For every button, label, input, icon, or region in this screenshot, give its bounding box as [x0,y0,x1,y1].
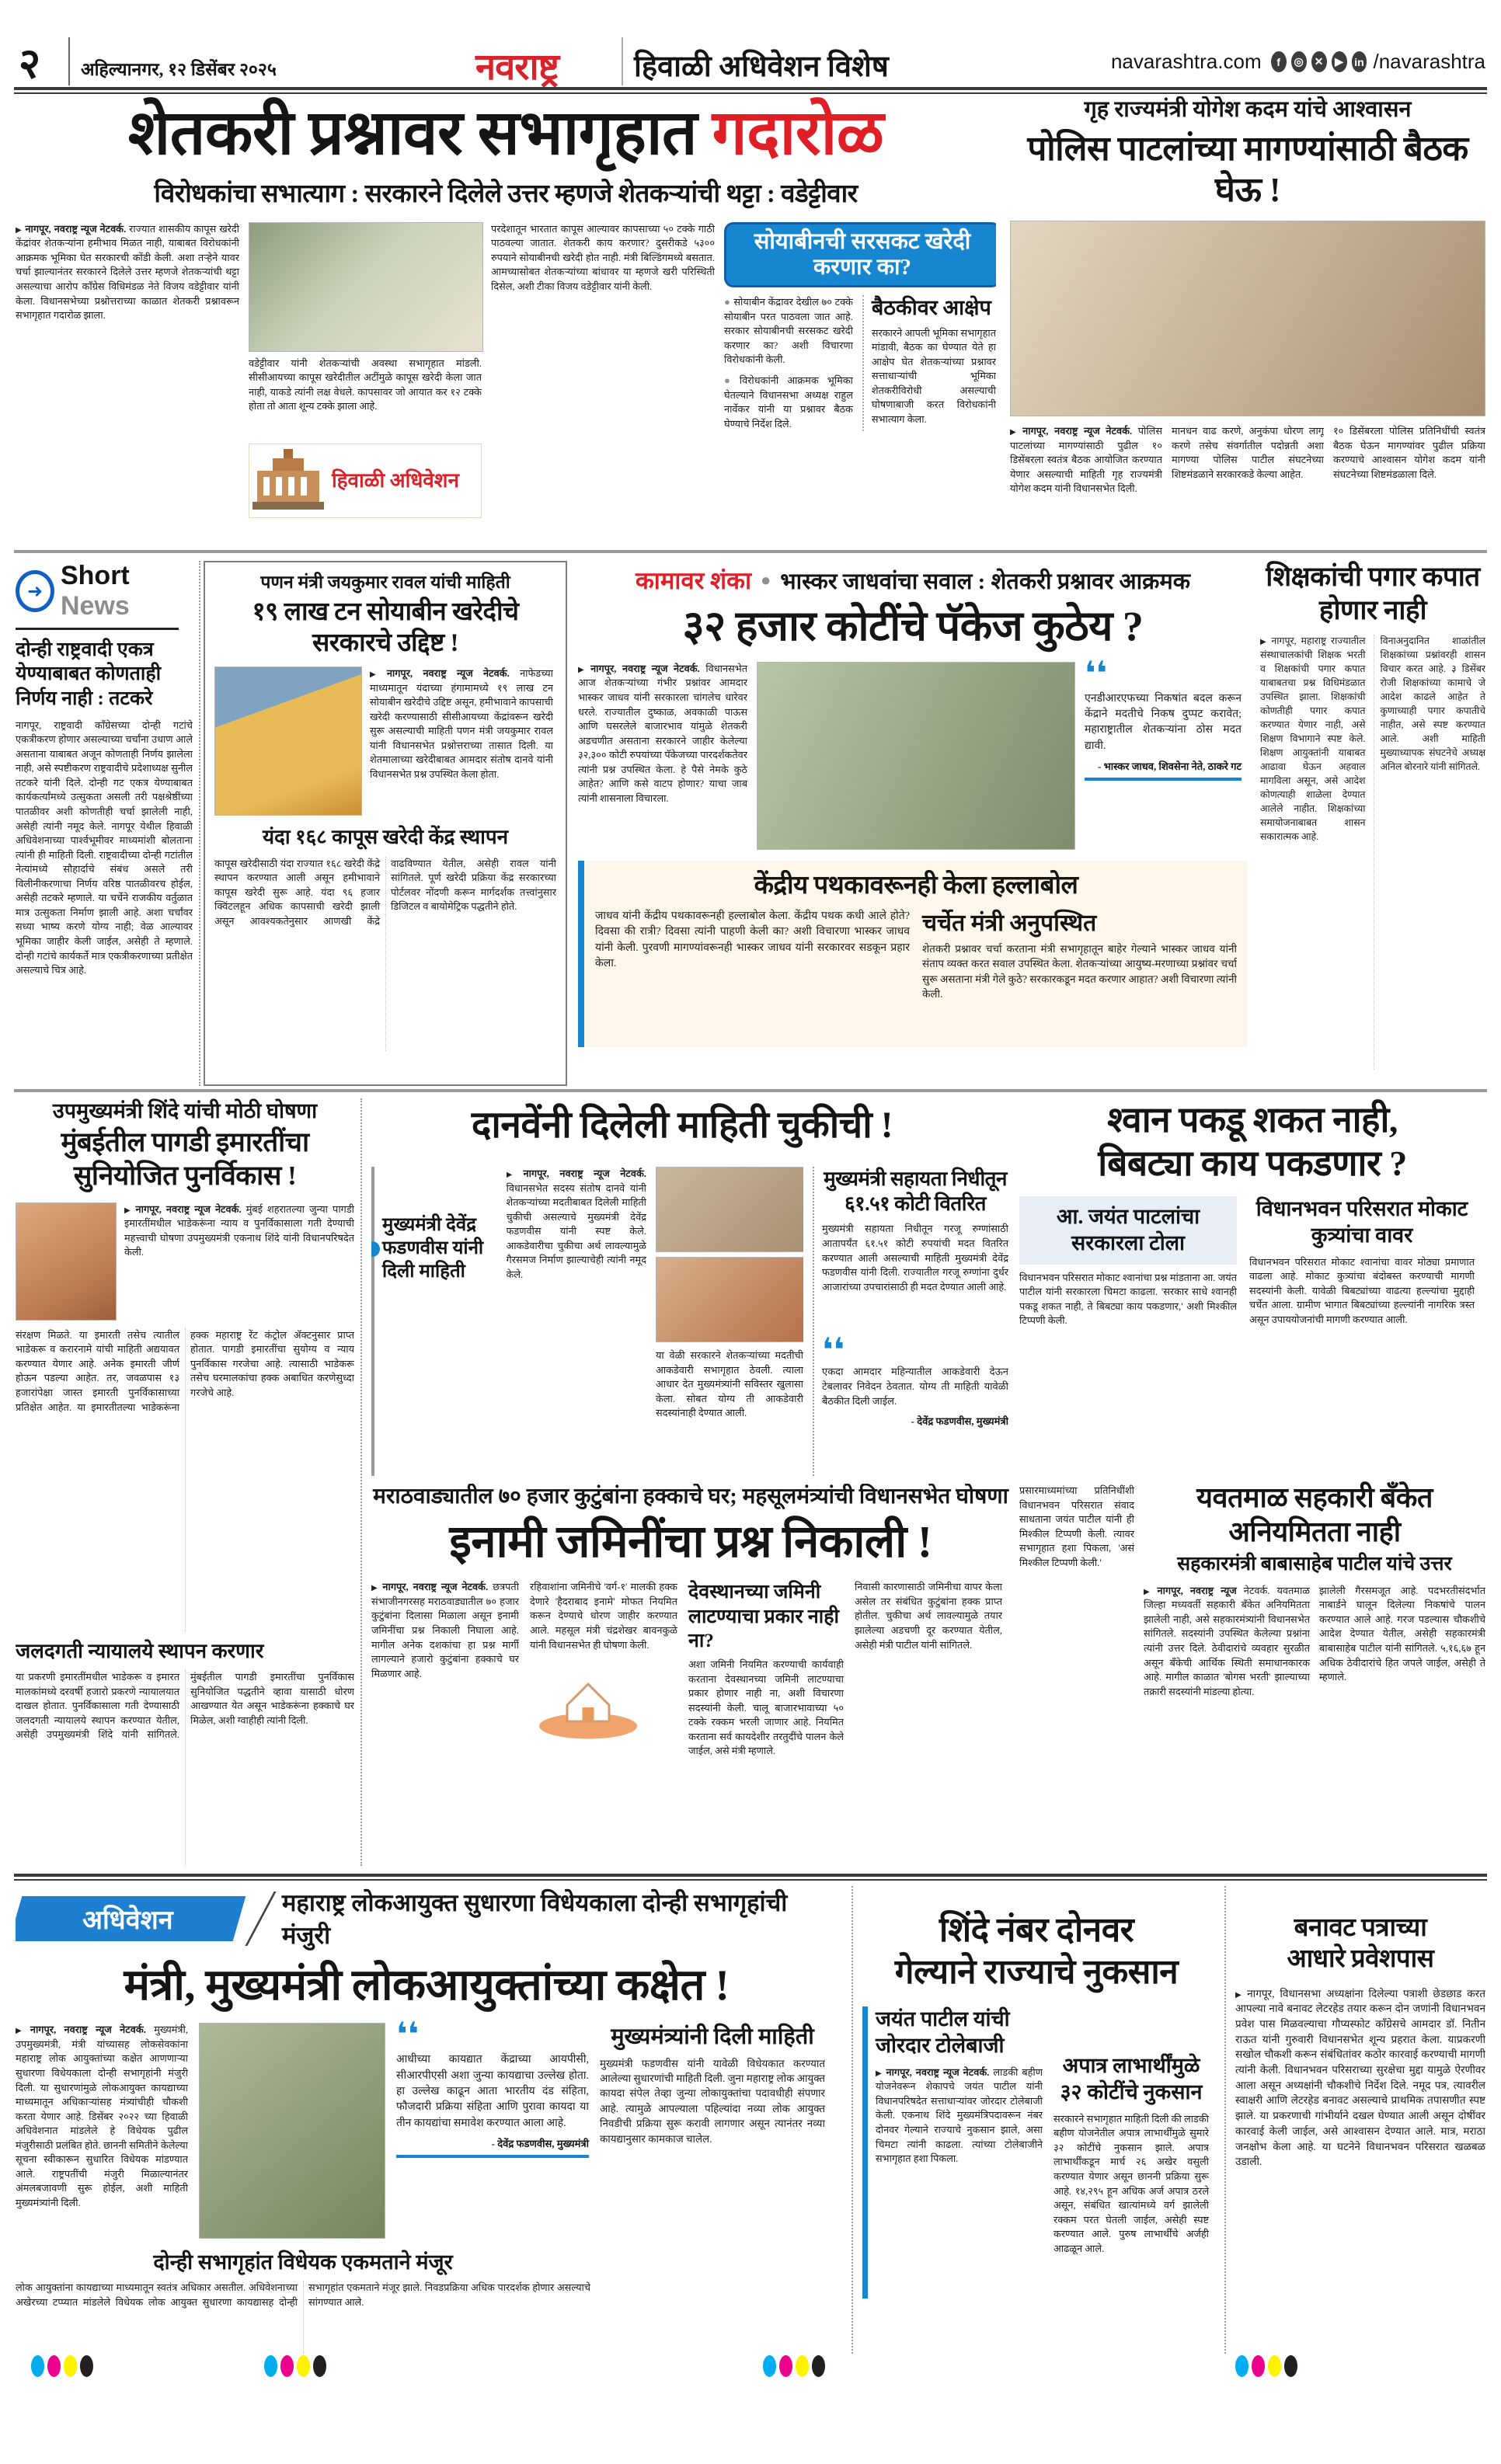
short-news-rule [16,628,179,630]
marker-dot-icon [371,1241,380,1257]
pagdi-kicker: उपमुख्यमंत्री शिंदे यांची मोठी घोषणा [52,1099,318,1122]
article-teachers [1260,561,1485,1086]
masthead-logo: नवराष्ट्र [475,47,559,88]
lokayukta-headline: मंत्री, मुख्यमंत्री लोकआयुक्तांच्या कक्षेत ! [124,1961,730,2010]
photo-farmer-field [214,666,362,816]
lokayukta-quote-attribution: - देवेंद्र फडणवीस, मुख्यमंत्री [491,2137,589,2149]
lokayukta-sub1-body: मुख्यमंत्री फडणवीस यांनी यावेळी विधेयकात करण्यात आलेल्या सुधारणांची माहिती दिली. जुना महाराष्ट्र लोक आयुक्त कायदा संपेल तेव्हा जुन्या लोकायुक्तांचा पदावधीही संपणार आहे. त्यामुळे आपल्याला पहिल्यांदा नव्या लोक आयुक्त निवडीची प्रक्रिया सुरू करावी लागणार असून त्यानंतर नव्या कायद्यानुसार कामकाज चालेल. [600,2057,825,2145]
leopard-sub2: विधानभवन परिसरात मोकाट कुत्र्यांचा वावर [1255,1197,1468,1247]
police-kicker: गृह राज्यमंत्री योगेश कदम यांचे आश्वासन [1084,97,1412,122]
page-number: २ [19,40,41,87]
article-soybean [204,561,567,1086]
quote-underline [1085,778,1242,781]
reg-black [80,2355,93,2377]
fake-headline-line2: आधारे प्रवेशपास [1287,1945,1434,1974]
lead-subhead: विरोधकांचा सभात्याग : सरकारने दिलेले उत्तर म्हणजे शेतकऱ्यांची थट्टा : वडेट्टीवार [154,179,858,208]
short-news-headline: दोन्ही राष्ट्रवादी एकत्र येण्याबाबत कोणताही निर्णय नाही : तटकरे [16,639,162,709]
lead-col2: वडेट्टीवार यांनी शेतकऱ्यांची अवस्था सभागृहात मांडली. सीसीआयच्या कापूस खरेदीतील अटींमुळे कापूस खरेदी केला जात नाही, याकडे त्यांनी लक्ष वेधले. कापसावर जो आयात कर १२ टक्के होता तो आता शून्य टक्के झाला आहे. [249,357,482,412]
assembly-building-icon [252,447,324,514]
central-team-subhead: केंद्रीय पथकावरूनही केला हल्लाबोल [754,871,1078,900]
byline-arrow-icon: ▶ [506,1171,521,1179]
reg-magenta [779,2355,792,2377]
leopard-continuation: प्रसारमाध्यमांच्या प्रतिनिधींशी विधानभवन परिसरात संवाद साधताना जयंत पाटील यांनी ही मिश्कील टिप्पणी केली. त्यावर सभागृहात हशा पिकला, 'असं मिश्कील टिप्पणी केली.' [1019,1485,1134,1568]
short-news-label: Short News [60,561,130,621]
pagdi-sub-body: या प्रकरणी इमारतींमधील भाडेकरू व इमारत मालकांमध्ये दरवर्षी हजारो प्रकरणे न्यायालयात दाखल होतात. पुनर्विकासाला गती देण्यासाठी जलदगती न्यायालये स्थापन करण्यात येतील, असेही उपमुख्यमंत्री शिंदे यांनी सांगितले. मुंबईतील पागडी इमारतींचा पुनर्विकास सुनियोजित पद्धतीने व्हावा यासाठी धोरण आखण्यात येत असून भाडेकरूंना हक्काचे घर मिळेल, अशी ग्वाहीही त्यांनी दिली. [16,1672,354,1741]
fake-headline-line1: बनावट पत्राच्या [1294,1914,1427,1942]
registration-marks [264,2355,326,2377]
danve-headline: दानवेंनी दिलेली माहिती चुकीची ! [471,1105,893,1146]
header-rule [14,87,1487,94]
reg-cyan [264,2355,277,2377]
quote-underline [396,2155,589,2158]
registration-marks [31,2355,93,2377]
reg-cyan [763,2355,776,2377]
lokayukta-quote: आधीच्या कायद्यात केंद्राच्या आयपीसी, सीआरपीएसी अशा जुन्या कायद्याचा उल्लेख होता. हा उल्लेख काढून आता भारतीय दंड संहिता, फौजदारी प्रक्रिया संहिता आणि पुरावा कायदा या तीन कायद्यांचा समावेश करण्यात आला आहे. [396,2054,589,2129]
danve-body: ▶ नागपूर, नवराष्ट्र न्यूज नेटवर्क. विधानसभेत सदस्य संतोष दानवे यांनी शेतकऱ्यांच्या मदतीबाबत दिलेली माहिती चुकीची असल्याचे मुख्यमंत्री देवेंद्र फडणवीस यांनी स्पष्ट केले. आकडेवारीचा चुकीचा अर्थ लावल्यामुळे गैरसमज निर्माण झाल्याचेही त्यांनी नमूद केले. [506,1168,646,1280]
bullet-icon: ● [724,374,737,386]
leopard-body2: विधानभवन परिसरात मोकाट श्वानांचा वावर मोठ्या प्रमाणात वाढला आहे. मोकाट कुत्र्यांचा बंदोबस्त करण्याची मागणी सदस्यांनी केली. यावेळी बिबट्यांच्या वाढत्या हल्ल्यांचा मुद्दाही चर्चेत आला. ग्रामीण भागात बिबट्यांच्या हल्ल्यांनी नागरिक त्रस्त असून उपाययोजनांची मागणी करण्यात आली. [1249,1256,1475,1325]
website-link[interactable]: navarashtra.com [1110,50,1262,73]
package-kicker: भास्कर जाधवांचा सवाल : शेतकरी प्रश्नावर आक्रमक [780,569,1190,594]
reg-yellow [64,2355,77,2377]
package-kicker-tag: कामावर शंका [635,567,751,594]
badge-slash [245,1892,276,1946]
reg-magenta [280,2355,294,2377]
hiwali-logo-text: हिवाळी अधिवेशन [332,468,459,492]
quote-mark-icon: ❛❛ [396,2017,420,2054]
reg-black [812,2355,825,2377]
reg-yellow [1268,2355,1281,2377]
photo-bhaskar-jadhav-speaking [757,662,1075,850]
reg-yellow [796,2355,809,2377]
package-col1: ▶ नागपूर, नवराष्ट्र न्यूज नेटवर्क. विधानसभेत आज शेतकऱ्यांच्या गंभीर प्रश्नांवर आमदार भास्कर जाधव यांनी सरकारला चांगलेच धारेवर धरले. राज्यातील दुष्काळ, अवकाळी पाऊस आणि घसरलेले बाजारभाव यांमुळे शेतकरी अडचणीत असताना सरकारने जाहीर केलेल्या ३२,३०० कोटी रुपयांच्या पॅकेजच्या पारदर्शकतेवर त्यांनी प्रश्न उपस्थित केला. हे पैसे नेमके कुठे आहेत? आणि कसे वाटप होणार? याचा जाब त्यांनी शासनाला विचारला. [578,663,747,804]
danve-marker: मुख्यमंत्री देवेंद्र फडणवीस यांनी दिली माहिती [382,1215,484,1282]
inami-headline: इनामी जमिनींचा प्रश्न निकाली ! [449,1516,932,1567]
lokayukta-kicker: महाराष्ट्र लोकआयुक्त सुधारणा विधेयकाला दोन्ही सभागृहांची मंजुरी [281,1889,788,1949]
row-divider-2 [14,1089,1487,1092]
byline-arrow-icon: ▶ [1260,638,1269,647]
article-package [578,561,1248,1086]
byline-arrow-icon: ▶ [876,2069,883,2078]
yavatmal-sub: सहकारमंत्री बाबासाहेब पाटील यांचे उत्तर [1177,1553,1452,1575]
short-news-body: नागपूर, राष्ट्रवादी काँग्रेसच्या दोन्ही गटांचे एकत्रीकरण होणार असल्याच्या चर्चांना उधाण आले असताना याबाबत अजून कोणताही निर्णय झालेला नाही, असे स्पष्टीकरण राष्ट्रवादीचे प्रदेशाध्यक्ष सुनील तटकरे यांनी दिले. दोन्ही गट एकत्र येण्याबाबत कार्यकर्त्यांमध्ये उत्सुकता असली तरी पक्षश्रेष्ठींच्या पातळीवर अशी कोणतीही चर्चा झालेली नाही, असेही त्यांनी नमूद केले. नागपूर येथील हिवाळी अधिवेशनाच्या पार्श्वभूमीवर माध्यमांशी बोलताना त्यांनी ही माहिती दिली. राष्ट्रवादीच्या दोन्ही गटांतील नेत्यांमध्ये सौहार्दाचे संबंध असले तरी विलीनीकरणाचा निर्णय वरिष्ठ पातळीवरच होईल, असेही तटकरे म्हणाले. या चर्चेने राजकीय वर्तुळात मात्र उत्सुकता निर्माण झाली आहे. अशा चर्चांवर सध्या भाष्य करणे योग्य नाही; वेळ आल्यावर भूमिका जाहीर केली जाईल, असेही ते म्हणाले. दोन्ही गटांचे कार्यकर्ते मात्र एकत्रीकरणाच्या प्रतीक्षेत असल्याचे चित्र आहे. [16,719,193,976]
leopard-headline-line1: श्वान पकडू शकत नाही, [1107,1100,1398,1140]
row-divider-3 [14,1874,1487,1881]
shinde2-headline-line1: शिंदे नंबर दोनवर [939,1911,1134,1949]
byline-arrow-icon: ▶ [578,665,588,674]
central-team-body: जाधव यांनी केंद्रीय पथकावरूनही हल्लाबोल केला. केंद्रीय पथक कधी आले होते? दिवसा की रात्री? दिवसा त्यांनी पाहणी केली का? अशी विचारणा भास्कर जाधव यांनी केली. पुरवणी मागण्यांवरूनही भास्कर जाधव यांनी सरकारवर सडकून प्रहार केला. [595,910,910,970]
lokayukta-col1: ▶ नागपूर, नवराष्ट्र न्यूज नेटवर्क. मुख्यमंत्री, उपमुख्यमंत्री, मंत्री यांच्यासह लोकसेवकांना महाराष्ट्र लोक आयुक्तांच्या कक्षेत आणणाऱ्या सुधारणा विधेयकाला दोन्ही सभागृहांनी मंजुरी दिली. या सुधारणांमुळे लोकआयुक्त कायद्याच्या माध्यमातून अधिकाऱ्यांसह मंत्र्यांचीही चौकशी करता येणार आहे. डिसेंबर २०२२ च्या हिवाळी अधिवेशनात मांडलेले हे विधेयक पुढील मंजुरीसाठी प्रलंबित होते. छाननी समितीने केलेल्या सूचना स्वीकारून सुधारित विधेयक मांडण्यात आले. राष्ट्रपतींची मंजुरी मिळाल्यानंतर अंमलबजावणी सुरू होईल, अशी माहिती मुख्यमंत्र्यांनी दिली. [16,2024,188,2208]
photo-assembly-session [249,222,483,352]
article-danve [371,1167,803,1476]
byline-arrow-icon: ▶ [1144,1587,1154,1596]
kicker-dot-icon: ● [760,570,771,590]
package-highlight-box [578,861,1248,1047]
photo-fadnavis [656,1167,803,1252]
byline-arrow-icon: ▶ [370,670,384,680]
lead-headline: शेतकरी प्रश्नावर सभागृहात गदारोळ [127,99,884,168]
quote-mark-icon: ❛❛ [822,1333,845,1369]
byline-arrow-icon: ▶ [124,1206,133,1215]
minister-absent-body: शेतकरी प्रश्नावर चर्चा करताना मंत्री सभागृहातून बाहेर गेल्याने भास्कर जाधव यांनी संताप व्यक्त करत सवाल उपस्थित केला. शेतकऱ्यांच्या आयुष्य-मरणाच्या प्रश्नांवर चर्चा सुरू असताना मंत्री गेले कुठे? सरकारकडून मदत करणार आहात? अशी विचारणा त्यांनी केली. [922,942,1237,1001]
header-divider-2 [622,37,623,85]
package-quote-attribution: - भास्कर जाधव, शिवसेना नेते, ठाकरे गट [1098,760,1242,773]
photo-danve [656,1257,803,1342]
yavatmal-col1: ▶ नागपूर, नवराष्ट्र न्यूज नेटवर्क. यवतमाळ जिल्हा मध्यवर्ती सहकारी बँकेत अनियमितता झालेली नाही, असे सहकारमंत्र्यांनी विधानसभेत सांगितले. सदस्यांनी उपस्थित केलेल्या प्रश्नांना त्यांनी उत्तर दिले. ठेवीदारांचे व्यवहार सुरळीत असून बँकेची आर्थिक स्थिती समाधानकारक आहे. मागील काळात 'बोगस भरती' झाल्याच्या तक्रारी सदस्यांनी मांडल्या होत्या. [1144,1585,1310,1697]
header-divider [68,37,70,85]
package-headline: ३२ हजार कोटींचे पॅकेज कुठेय ? [682,603,1144,649]
reg-cyan [1235,2355,1249,2377]
reg-yellow [297,2355,310,2377]
leopard-headline-line2: बिबट्या काय पकडणार ? [1098,1143,1407,1184]
article-yavatmal [1144,1481,1485,1867]
photo-pagdi-buildings [16,1202,117,1321]
teachers-headline: शिक्षकांची पगार कपात होणार नाही [1266,562,1480,625]
fake-body: ▶ नागपूर, विधानसभा अध्यक्षांना दिलेल्या पत्राशी छेडछाड करत आपल्या नावे बनावट लेटरहेड तयार करून दोन जणांनी विधानभवन प्रवेश पास मिळवल्याचा गौप्यस्फोट काँग्रेसचे आमदार डॉ. नितीन राऊत यांनी गुरुवारी विधानसभेत शून्य प्रहरात केला. याप्रकरणी सखोल चौकशी करून संबंधितांवर कठोर कारवाई करण्याची मागणी त्यांनी केली. विधानभवन परिसराच्या सुरक्षेचा मुद्दा यामुळे ऐरणीवर आला असून अध्यक्षांनी चौकशीचे निर्देश दिले. नमूद पत्र, त्यावरील स्वाक्षरी आणि लेटरहेड बनावट असल्याचे प्राथमिक तपासणीत स्पष्ट झाले. या प्रकरणाची गांभीर्याने दखल घेण्यात आली असून दोषींवर कारवाई केली जाईल, असे आश्वासन देण्यात आले. मात्र, मराठा जनक्षोभ केला आहे. या घटनेने विधानभवन परिसरात खळबळ उडाली. [1235,1987,1485,2168]
lead-col3: परदेशातून भारतात कापूस आल्यावर कापसाच्या ५० टक्के गाठी पाठवल्या जातात. शेतकरी काय करणार? दुसरीकडे ५३०० रुपयाने सोयाबीनची खरेदी होत नाही. मंत्री बिल्डिंगमध्ये बसतात. आमच्यासोबत शेतकऱ्यांच्या बांधावर या म्हणजे खरी परिस्थिती दिसेल, अशी टीका विजय वडेट्टीवार यांनी केली. [491,223,715,293]
lead-bullet-2: ● विरोधकांनी आक्रमक भूमिका घेतल्याने विधानसभा अध्यक्ष राहुल नार्वेकर यांनी या प्रश्नावर बैठक घेण्याचे निर्देश दिले. [724,374,853,430]
shinde2-col1: ▶ नागपूर, नवराष्ट्र न्यूज नेटवर्क. लाडकी बहीण योजनेवरून शेकापचे जयंत पाटील यांनी विधानपरिषदेत सत्ताधाऱ्यांवर जोरदार टोलेबाजी केली. एकनाथ शिंदे मुख्यमंत्रिपदावरून नंबर दोनवर गेल्याने राज्याचे नुकसान झाले, असा चिमटा त्यांनी काढला. त्यांच्या टोलेबाजीने सभागृहात हशा पिकला. [876,2066,1043,2165]
youtube-icon[interactable]: ▶ [1332,51,1347,72]
inami-col1: ▶ नागपूर, नवराष्ट्र न्यूज नेटवर्क. छत्रपती संभाजीनगरसह मराठवाड्यातील ७० हजार कुटुंबांना दिलासा मिळाला असून इनामी जमिनींचा प्रश्न निकाली निघाला आहे. मागील अनेक दशकांचा हा प्रश्न मार्गी लागल्याने हजारो कुटुंबांना हक्काचे घर मिळणार आहे. [371,1582,519,1679]
soybean-sub-body: कापूस खरेदीसाठी यंदा राज्यात १६८ खरेदी केंद्रे स्थापन करण्यात आली असून हमीभावाने कापूस खरेदी सुरू आहे. यंदा ९६ हजार क्विंटलहून अधिक कापसाची खरेदी झाली असून आवश्यकतेनुसार आणखी केंद्रे वाढविण्यात येतील, असेही रावल यांनी सांगितले. पूर्ण खरेदी प्रक्रिया केंद्र सरकारच्या पोर्टलवर नोंदणी करून मार्गदर्शक तत्त्वांनुसार डिजिटल व बायोमेट्रिक पद्धतीने होते. [214,858,556,927]
reg-magenta [1252,2355,1265,2377]
hiwali-adhiveshan-logo [249,444,482,518]
reg-magenta [47,2355,61,2377]
article-shinde-no2 [851,1886,1210,2354]
instagram-icon[interactable]: ◎ [1291,51,1307,72]
police-col1: ▶ नागपूर, नवराष्ट्र न्यूज नेटवर्क. पोलिस पाटलांच्या मागण्यांसाठी पुढील १० डिसेंबरला स्वतंत्र बैठक आयोजित करण्यात येणार असल्याची माहिती गृह राज्यमंत्री योगेश कदम यांनी विधानसभेत दिली. [1010,426,1162,495]
shinde2-headline-line2: गेल्याने राज्याचे नुकसान [894,1952,1179,1991]
short-news-arrow-icon: ➜ [16,570,54,612]
byline-arrow-icon: ▶ [16,2027,27,2036]
article-lead [16,96,996,536]
adhiveshan-badge: अधिवेशन [16,1896,246,1941]
shinde2-sub1: जयंत पाटील यांची जोरदार टोलेबाजी [876,2007,1010,2058]
shinde2-col2: सरकारने सभागृहात माहिती दिली की लाडकी बहीण योजनेतील अपात्र लाभार्थींमुळे सुमारे ३२ कोटींचे नुकसान झाले. अपात्र लाभार्थींकडून मार्च २६ अखेर वसुली करण्यात येणार असून छाननी प्रक्रिया सुरू आहे. १४,२९५ हून अधिक अर्ज अपात्र ठरले असून, संबंधित खात्यांमध्ये वर्ग झालेली रक्कम परत घेतली जाईल, असेही स्पष्ट करण्यात आले. पुरुष लाभार्थींचे अर्जही आढळून आले. [1053,2113,1209,2254]
fadnavis-quote-attribution: - देवेंद्र फडणवीस, मुख्यमंत्री [911,1415,1008,1427]
byline-arrow-icon: ▶ [16,225,23,235]
article-leopard [1019,1098,1485,1476]
soybean-subhead: यंदा १६८ कापूस खरेदी केंद्र स्थापन [262,826,509,849]
article-lokayukta [16,1886,838,2354]
lead-headline-accent: गदारोळ [712,99,884,168]
package-quote: एनडीआरएफच्या निकषांत बदल करून केंद्राने मदतीचे निकष दुप्पट करावेत; महाराष्ट्रातील शेतकऱ्यांना ठोस मदत द्यावी. [1085,692,1242,752]
pagdi-subhead: जलदगती न्यायालये स्थापन करणार [16,1639,264,1662]
yavatmal-headline-line2: अनियमितता नाही [1228,1516,1401,1547]
reg-cyan [31,2355,44,2377]
pagdi-intro: ▶ नागपूर, नवराष्ट्र न्यूज नेटवर्क. मुंबई शहरातल्या जुन्या पागडी इमारतींमधील भाडेकरूंना न्याय व पुनर्विकासाला गती देण्याची महत्त्वाची घोषणा उपमुख्यमंत्री एकनाथ शिंदे यांनी विधानपरिषदेत केली. [124,1203,354,1258]
byline-arrow-icon: ▶ [371,1584,380,1593]
article-police-patil [1010,96,1485,547]
lokayukta-sub2-body: लोक आयुक्तांना कायद्याच्या माध्यमातून स्वतंत्र अधिकार असतील. अधिवेशनाच्या अखेरच्या टप्प्यात मांडलेले विधेयक लोक आयुक्त सुधारणा कायद्यासह दोन्ही सभागृहांत एकमताने मंजूर झाले. निवडप्रक्रिया अधिक पारदर्शक होणार असल्याचे सांगण्यात आले. [16,2282,590,2308]
registration-marks [1235,2355,1297,2377]
leopard-body1: विधानभवन परिसरात मोकाट श्वानांचा प्रश्न मांडताना आ. जयंत पाटील यांनी सरकारला चिमटा काढला. 'सरकार साधे श्वानही पकडू शकत नाही, ते बिबट्या काय पकडणार,' अशी मिश्कील टिप्पणी केली. [1019,1272,1237,1327]
lokayukta-sub2: दोन्ही सभागृहांत विधेयक एकमताने मंजूर [153,2250,453,2274]
bullet-icon: ● [724,295,731,308]
pagdi-headline: मुंबईतील पागडी इमारतींचा सुनियोजित पुनर्विकास ! [61,1127,309,1192]
yavatmal-col2: झालेली गैरसमजूत आहे. पदभरतीसंदर्भात नाबार्डने घालून दिलेल्या निकषांचे पालन करण्यात आले आहे. गरज पडल्यास चौकशीचे आदेश देण्यात येतील, असेही सहकारमंत्री बाबासाहेब पाटील यांनी सांगितले. ५,१६,६७ हून अधिक ठेवीदारांचे हित जपले जाईल, असेही ते म्हणाले. [1319,1585,1485,1683]
yavatmal-headline-line1: यवतमाळ सहकारी बँकेत [1196,1482,1433,1513]
leopard-sub1: आ. जयंत पाटलांचा सरकारला टोला [1019,1196,1237,1265]
inami-col2: रहिवाशांना जमिनीचे 'वर्ग-१' मालकी हक्क देणारे 'हैदराबाद इनामे' मोफत नियमित करून देण्याचे धोरण जाहीर करण्यात आले. महसूल मंत्री चंद्रशेखर बावनकुळे यांनी विधानसभेत ही घोषणा केली. [530,1582,677,1651]
fadnavis-quote: एकदा आमदार महिन्यातील आकडेवारी देऊन टेबलावर निवेदन ठेवतात. योग्य ती माहिती यावेळी बैठकीत दिली जाईल. [822,1366,1008,1408]
quote-mark-icon: ❛❛ [1085,656,1108,692]
minister-absent-subhead: चर्चेत मंत्री अनुपस्थित [922,910,1097,937]
relief-headline: मुख्यमंत्री सहायता निधीतून ६१.५१ कोटी वितरित [824,1168,1007,1215]
row-divider-1 [14,550,1487,553]
inami-col3: अशा जमिनी नियमित करण्याची कार्यवाही करताना देवस्थानच्या जमिनी लाटण्याचा प्रकार होणार नाही ना, अशी विचारणा सदस्यांनी केली. चालू बाजारभावाच्या ५० टक्के रक्कम भरली जाणार आहे. नियमित करताना सर्व कायदेशीर तरतुदींचे पालन केले जाईल, असे मंत्री म्हणाले. [688,1659,844,1757]
lead-col1: ▶ नागपूर, नवराष्ट्र न्यूज नेटवर्क. राज्यात शासकीय कापूस खरेदी केंद्रांवर शेतकऱ्यांना हमीभाव मिळत नाही, याबाबत विरोधकांनी आक्रमक भूमिका घेत सरकारची कोंडी केली. अशा तऱ्हेने यावर चर्चा झाल्यानंतर सरकारने दिलेले उत्तर म्हणजे शेतकऱ्यांची थट्टा असल्याचा आरोप काँग्रेस विधिमंडळ नेते विजय वडेट्टीवार यांनी केला. विधानसभेच्या प्रश्नोत्तराच्या काळात शेतकरी प्रश्नावरून सभागृहात गदारोळ झाला. [16,223,239,322]
article-inami [371,1484,1010,1869]
registration-marks [763,2355,825,2377]
linkedin-icon[interactable]: in [1352,51,1367,72]
objection-body: सरकारने आपली भूमिका सभागृहात मांडावी, बैठक का घेण्यात येते हा आक्षेप घेत शेतकऱ्यांच्या प्रश्नावर सत्ताधाऱ्यांची भूमिका शेतकरीविरोधी असल्याची घोषणाबाजी करत विरोधकांनी सभात्याग केला. [871,327,996,425]
pagdi-body: संरक्षण मिळते. या इमारती तसेच त्यातील भाडेकरू व करारनामे यांची माहिती अद्ययावत करण्यात येणार आहे. अनेक इमारती जीर्ण होऊन पडल्या आहेत. तर, जवळपास १३ हजारांपेक्षा जास्त इमारती पुनर्विकासाच्या प्रतिक्षेत आहेत. या इमारतीतल्या भाडेकरूंना हक्क महाराष्ट्र रेंट कंट्रोल ॲक्टनुसार प्राप्त होतात. पागडी इमारतींचा सुयोग्य व न्याय पुनर्विकास गरजेचा आहे. त्यासाठी भाडेकरू तसेच घरमालकांचा हक्क अबाधित करणेसुध्दा गरजेचे आहे. [16,1329,354,1413]
relief-body: मुख्यमंत्री सहायता निधीतून गरजू रुग्णांसाठी आतापर्यंत ६१.५१ कोटी रुपयांची मदत वितरित करण्यात आली असल्याची माहिती मुख्यमंत्री देवेंद्र फडणवीस यांनी दिली. राज्यातील गरजू रुग्णांना दुर्धर आजारांच्या उपचारांसाठी ही मदत देण्यात आली आहे. [822,1223,1008,1293]
soybean-headline: १९ लाख टन सोयाबीन खरेदीचे सरकारचे उद्दिष्ट ! [252,597,519,657]
lead-bluebox-headline: सोयाबीनची सरसकट खरेदी करणार का? [724,222,996,287]
edition-dateline: अहिल्यानगर, १२ डिसेंबर २०२५ [81,60,277,79]
social-handle[interactable]: /navarashtra [1373,50,1485,73]
section-short-news [16,561,200,1086]
police-col2: मानधन वाढ करणे, अनुकंपा धोरण लागू करणे तसेच संवर्गातील पदोन्नती अशा मागण्या पोलिस पाटील संघटनेच्या शिष्टमंडळाने सरकारकडे केल्या आहेत. [1172,426,1324,480]
section-banner: हिवाळी अधिवेशन विशेष [634,50,889,83]
article-relief-fund [813,1167,1008,1476]
article-pagdi [16,1098,362,1866]
inami-kicker: मराठवाड्यातील ७० हजार कुटुंबांना हक्काचे घर; महसूलमंत्र्यांची विधानसभेत घोषणा [373,1484,1008,1509]
danve-body2: या वेळी सरकारने शेतकऱ्यांच्या मदतीची आकडेवारी सभागृहात ठेवली. त्याला आधार देत मुख्यमंत्र्यांनी सविस्तर खुलासा केला. सोबत योग्य ती आकडेवारी सदस्यांनाही देण्यात आली. [656,1350,803,1419]
house-in-hand-icon [530,1658,646,1740]
byline-arrow-icon: ▶ [1235,1990,1245,1999]
reg-black [313,2355,326,2377]
photo-police-patil-delegation [1010,221,1485,416]
teachers-col2: विनाअनुदानित शाळांतील शिक्षकांच्या प्रश्नांवरही शासन विचार करत आहे. ३ डिसेंबर रोजी शिक्षकांच्या कामाचे जे आदेश काढले आहेत ते कुणाच्याही पगार कपातीचे नाहीत, असे स्पष्ट करण्यात आले. अशी माहिती मुख्याध्यापक संघटनेचे अध्यक्ष अनिल बोरनारे यांनी सांगितले. [1374,635,1486,1070]
lokayukta-sub1: मुख्यमंत्र्यांनी दिली माहिती [611,2024,814,2050]
objection-subhead: बैठकीवर आक्षेप [871,295,991,319]
byline-arrow-icon: ▶ [1010,428,1020,437]
photo-assembly-ministers [199,2023,385,2239]
inami-subhead: देवस्थानच्या जमिनी लाटण्याचा प्रकार नाही ना? [688,1582,839,1651]
facebook-icon[interactable]: f [1271,51,1287,72]
police-col3: १० डिसेंबरला पोलिस प्रतिनिधींची स्वतंत्र बैठक घेऊन मागण्यांवर पुढील प्रक्रिया करण्याचे आश्वासन योगेश कदम यांनी संघटनेच्या शिष्टमंडळाला दिले. [1333,426,1485,480]
shinde2-sub2: अपात्र लाभार्थींमुळे ३२ कोटींचे नुकसान [1060,2054,1203,2104]
soybean-kicker: पणन मंत्री जयकुमार रावल यांची माहिती [260,572,510,592]
police-headline: पोलिस पाटलांच्या मागण्यांसाठी बैठक घेऊ ! [1027,129,1468,210]
article-fake-letter [1224,1886,1485,2354]
x-icon[interactable]: ✕ [1311,51,1327,72]
inami-col4: निवासी कारणासाठी जमिनीचा वापर केला असेल तर संबंधित कुटुंबांना हक्क प्राप्त होतील. चुकीचा अर्थ लावल्यामुळे तयार झालेल्या अडचणी दूर करण्यात येतील, असेही मंत्री पाटील यांनी सांगितले. [855,1582,1002,1651]
lead-bullet-1: ● सोयाबीन केंद्रावर देखील ७० टक्के सोयाबीन परत पाठवला जात आहे. सरकार सोयाबीनची सरसकट खरेदी करणार का? अशी विचारणा विरोधकांनी केली. [724,295,853,366]
soybean-body: ▶ नागपूर, नवराष्ट्र न्यूज नेटवर्क. नाफेडच्या माध्यमातून यंदाच्या हंगामामध्ये १९ लाख टन सोयाबीन खरेदीचे उद्दिष्ट असून, हमीभावाने कापसाची खरेदी करण्यासाठी सीसीआयच्या केंद्रांवरून खरेदी सुरू असल्याची माहिती पणन मंत्री जयकुमार रावल यांनी विधानसभेत प्रश्नोत्तराच्या तासात दिली. या शेतमालाच्या खरेदीबाबत आमदार संतोष दानवे यांनी विधानसभेत प्रश्न उपस्थित केला होता. [370,668,553,780]
reg-black [1284,2355,1297,2377]
teachers-col1: ▶ नागपूर, महाराष्ट्र राज्यातील संस्थाचालकांची शिक्षक भरती व शिक्षकांची पगार कपात याबाबतचा प्रश्न विधिमंडळात उपस्थित झाला. शिक्षकांची कोणतीही पगार कपात करण्यात येणार नाही, असे शिक्षण विभागाने स्पष्ट केले. शिक्षण आयुक्तांनी याबाबत आढावा घेऊन अहवाल मागविला असून, असे आदेश कोणत्याही शाळेला देण्यात आलेले नाहीत. शिक्षकांच्या समायोजनाबाबत शासन सकारात्मक आहे. [1260,635,1366,843]
